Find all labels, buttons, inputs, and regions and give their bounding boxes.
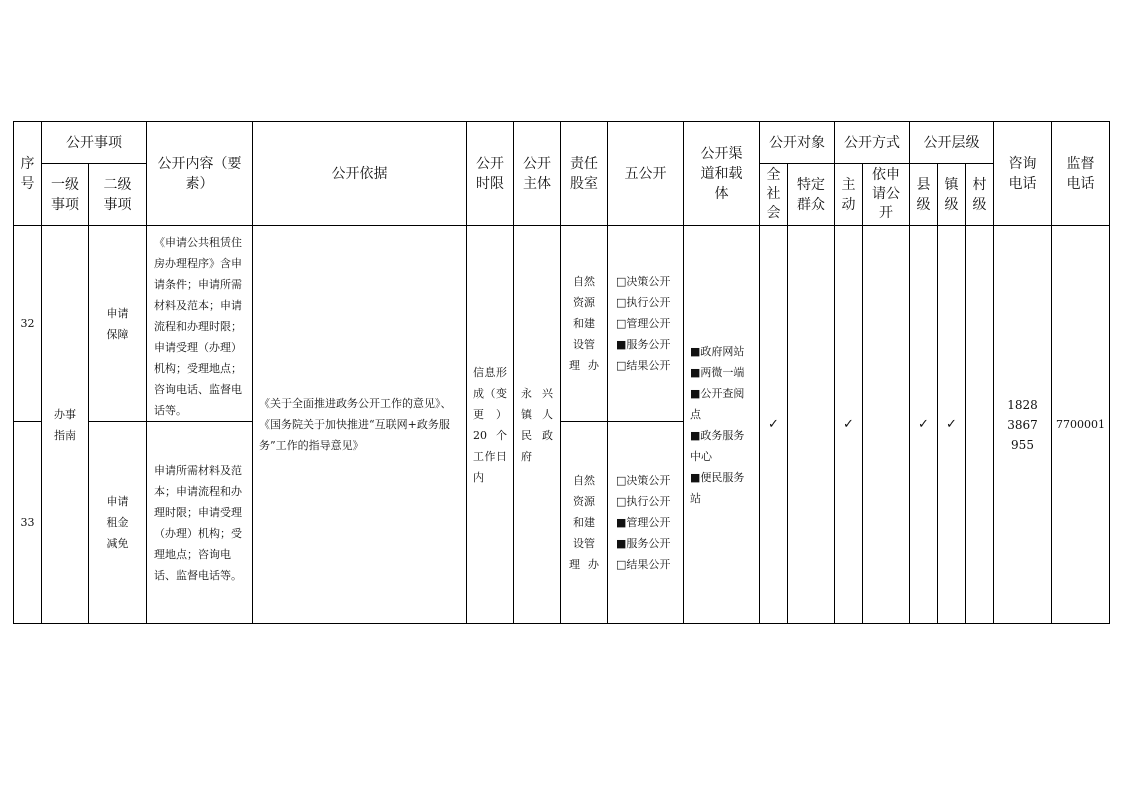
five-public-list (608, 226, 684, 422)
level2-item: 申请租金减免 (89, 422, 147, 624)
header-method-active: 主动 (835, 164, 863, 226)
table-row (14, 226, 1110, 422)
five-public-item: □决策公开 (616, 474, 671, 487)
header-basis: 公开依据 (253, 122, 467, 226)
header-subject: 公开主体 (514, 122, 561, 226)
header-dept: 责任股室 (561, 122, 608, 226)
channel-item: ■公开查阅点 (690, 386, 745, 421)
row-seq: 33 (14, 422, 42, 624)
header-level-group: 公开层级 (910, 122, 994, 164)
five-public-item: □结果公开 (616, 359, 671, 372)
five-public-item: ■服务公开 (616, 537, 671, 550)
channel-item: ■政务服务中心 (690, 428, 745, 463)
method-active-check: ✓ (835, 226, 863, 624)
header-item-l2: 二级事项 (89, 164, 147, 226)
channel-item: ■政府网站 (690, 344, 745, 358)
channel-item: ■便民服务站 (690, 470, 745, 505)
header-level-town: 镇级 (938, 164, 966, 226)
level-town-check: ✓ (938, 226, 966, 624)
five-public-item: □执行公开 (616, 495, 671, 508)
public-disclosure-table (13, 121, 1110, 624)
header-supervise-phone: 监督电话 (1052, 122, 1110, 226)
supervise-phone: 7700001 (1052, 226, 1110, 624)
disclosure-basis: 《关于全面推进政务公开工作的意见》、《国务院关于加快推进“互联网+政务服务”工作的指导意见》 (253, 226, 467, 624)
disclosure-content: 《申请公共租赁住房办理程序》含申请条件；申请所需材料及范本；申请流程和办理时限；申请受理（办理）机构；受理地点；咨询电话、监督电话等。 (147, 226, 253, 422)
channel-item: ■两微一端 (690, 365, 745, 379)
header-channel: 公开渠道和载体 (684, 122, 760, 226)
header-five-public: 五公开 (608, 122, 684, 226)
header-consult-phone: 咨询电话 (994, 122, 1052, 226)
header-seq: 序号 (14, 122, 42, 226)
target-all-check: ✓ (760, 226, 788, 624)
time-limit: 信息形成（变更）20个工作日内 (467, 226, 514, 624)
responsible-dept: 自然资源和建设管理办 (561, 422, 608, 624)
responsible-dept: 自然资源和建设管理办 (561, 226, 608, 422)
header-level-county: 县级 (910, 164, 938, 226)
level1-item: 办事指南 (42, 226, 89, 624)
header-item-group: 公开事项 (42, 122, 147, 164)
header-level-village: 村级 (966, 164, 994, 226)
five-public-item: ■服务公开 (616, 338, 671, 351)
level2-item: 申请保障 (89, 226, 147, 422)
five-public-item: ■管理公开 (616, 516, 671, 529)
header-item-l1: 一级事项 (42, 164, 89, 226)
five-public-item: □决策公开 (616, 275, 671, 288)
header-target-group: 公开对象 (760, 122, 835, 164)
row-seq: 32 (14, 226, 42, 422)
five-public-item: □执行公开 (616, 296, 671, 309)
header-target-specific: 特定群众 (788, 164, 835, 226)
five-public-item: □结果公开 (616, 558, 671, 571)
header-time-limit: 公开时限 (467, 122, 514, 226)
target-specific-cell (788, 226, 835, 624)
channel-list (684, 226, 760, 624)
disclosure-subject: 永兴镇人民政府 (514, 226, 561, 624)
method-apply-cell (863, 226, 910, 624)
consult-phone: 18283867955 (994, 226, 1052, 624)
header-method-apply: 依申请公开 (863, 164, 910, 226)
level-village-cell (966, 226, 994, 624)
header-content: 公开内容（要素） (147, 122, 253, 226)
level-county-check: ✓ (910, 226, 938, 624)
header-method-group: 公开方式 (835, 122, 910, 164)
disclosure-content: 申请所需材料及范本；申请流程和办理时限；申请受理（办理）机构；受理地点；咨询电话、监督电话等。 (147, 422, 253, 624)
five-public-item: □管理公开 (616, 317, 671, 330)
five-public-list (608, 422, 684, 624)
header-target-all: 全社会 (760, 164, 788, 226)
